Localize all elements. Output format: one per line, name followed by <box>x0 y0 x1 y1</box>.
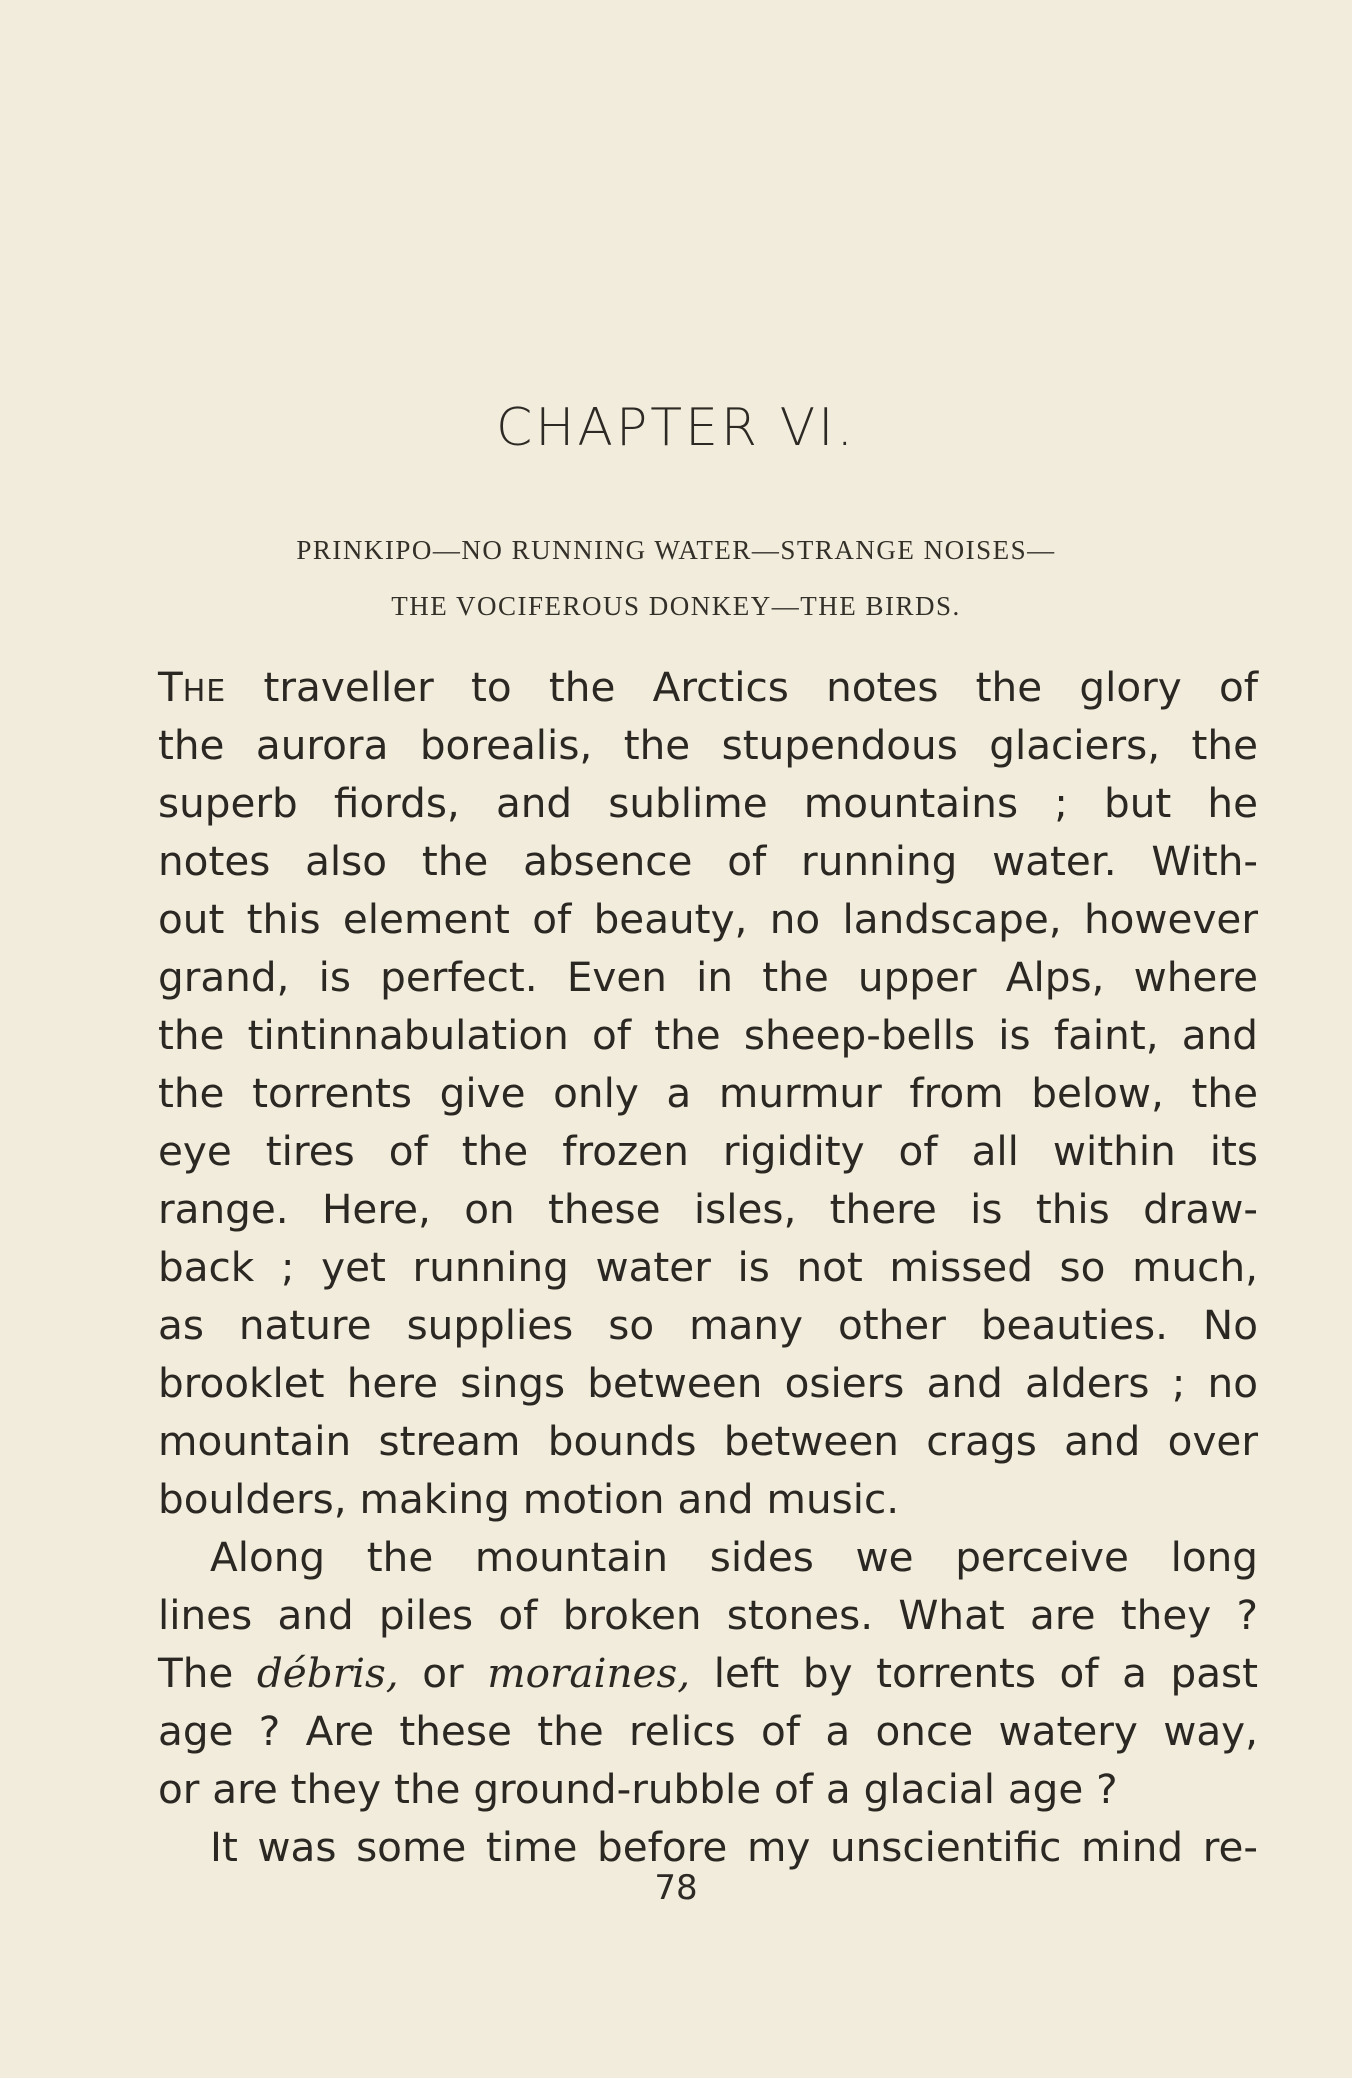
text-line-first: THE traveller to the Arctics notes the glory of <box>158 663 1258 711</box>
text-line: range. Here, on these isles, there is this draw- <box>158 1185 1258 1233</box>
text-line-italic: The débris, or moraines, left by torrents of a past <box>158 1649 1258 1697</box>
text-line: back ; yet running water is not missed so much, <box>158 1243 1258 1291</box>
text-line-paragraph-start: Along the mountain sides we perceive long <box>210 1533 1258 1581</box>
text-line: grand, is perfect. Even in the upper Alps, where <box>158 953 1258 1001</box>
text-line: superb fiords, and sublime mountains ; but he <box>158 779 1258 827</box>
page-number: 78 <box>654 1868 698 1908</box>
text-line: brooklet here sings between osiers and alders ; no <box>158 1359 1258 1407</box>
text-line-paragraph-start: It was some time before my unscientific mind re- <box>210 1823 1258 1871</box>
text-line: the tintinnabulation of the sheep-bells is faint, and <box>158 1011 1258 1059</box>
text-line: out this element of beauty, no landscape, however <box>158 895 1258 943</box>
text-line: as nature supplies so many other beauties. No <box>158 1301 1258 1349</box>
text-line: eye tires of the frozen rigidity of all within its <box>158 1127 1258 1175</box>
text-line: age ? Are these the relics of a once watery way, <box>158 1707 1258 1755</box>
text-line: lines and piles of broken stones. What are they ? <box>158 1591 1258 1639</box>
text-line-paragraph-end: or are they the ground-rubble of a glacial age ? <box>158 1765 1118 1813</box>
text-line: notes also the absence of running water. With- <box>158 837 1258 885</box>
chapter-summary-line: PRINKIPO—NO RUNNING WATER—STRANGE NOISES— <box>296 535 1056 565</box>
text-line: the torrents give only a murmur from below, the <box>158 1069 1258 1117</box>
text-line: the aurora borealis, the stupendous glaciers, the <box>158 721 1258 769</box>
chapter-title: CHAPTER VI. <box>495 398 857 458</box>
chapter-summary-line: THE VOCIFEROUS DONKEY—THE BIRDS. <box>391 591 961 621</box>
text-line-paragraph-end: boulders, making motion and music. <box>158 1475 900 1523</box>
text-line: mountain stream bounds between crags and over <box>158 1417 1258 1465</box>
body-text <box>158 658 1258 1876</box>
chapter-summary <box>0 522 1352 634</box>
